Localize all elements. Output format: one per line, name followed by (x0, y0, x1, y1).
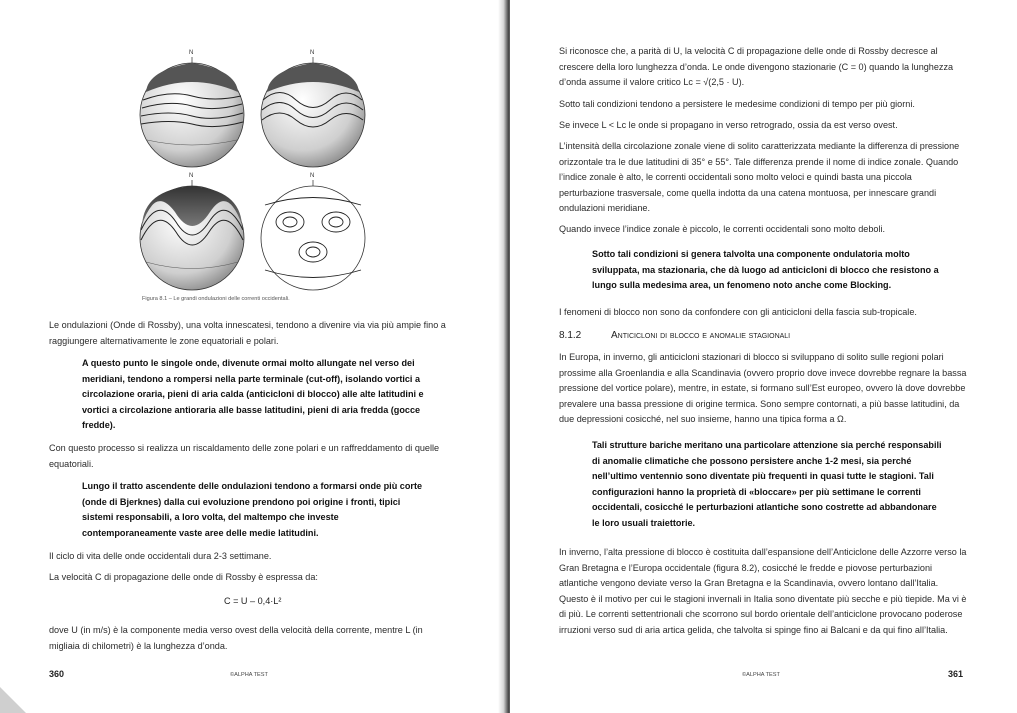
globe-4 (261, 173, 365, 290)
formula: C = U – 0,4·L² (224, 596, 282, 606)
paragraph: Sotto tali condizioni tendono a persistere le medesime condizioni di tempo per più giorni. (559, 99, 915, 109)
globe-2 (261, 50, 365, 167)
figure-caption: Figura 8.1 – Le grandi ondulazioni delle correnti occidentali. (142, 296, 290, 302)
paragraph: In Europa, in inverno, gli anticicloni stazionari di blocco si sviluppano di solito sulle regioni polari prossime alla Groenlandia e alla Scandinavia (ovvero proprio dove invece dovrebbe regnare la bassa pressione del vortice polare), mentre, in estate, si formano sull’Est europeo, ovvero là dove dovrebbe prevalere una bassa pressione di origine termica. Sono sempre contornati, a più basse latitudini, da due depressioni cosicché, nel suo insieme, hanno una tipica forma a Ω. (559, 352, 967, 425)
paragraph: Il ciclo di vita delle onde occidentali dura 2-3 settimane. (49, 551, 272, 561)
page-number: 360 (49, 669, 65, 679)
highlighted-paragraph: A questo punto le singole onde, divenute ormai molto allungate nel verso dei meridiani, tendono a rompersi nella parte terminale (cut-off), isolando vortici a circolazione oraria, pieni di aria calda (anticicloni di blocco) alle alte latitudini e vortici a circolazione antioraria alle basse latitudini, pieni di aria fredda (gocce fredde). (82, 358, 424, 431)
footer-publisher: ©ALPHA TEST (230, 672, 268, 678)
paragraph: Quando invece l’indice zonale è piccolo, le correnti occidentali sono molto deboli. (559, 224, 886, 234)
paragraph: Se invece L < Lc le onde si propagano in verso retrogrado, ossia da est verso ovest. (559, 120, 898, 130)
section-number: 8.1.2 (559, 330, 582, 341)
right-page (510, 0, 1017, 713)
globe-1 (140, 50, 244, 167)
highlighted-paragraph: Tali strutture bariche meritano una particolare attenzione sia perché responsabili di anomalie climatiche che possono persistere anche 1-2 mesi, sia perché nell’ultimo ventennio sono diventate più frequenti in quasi tutte le stagioni. Tali configurazioni hanno la proprietà di «bloccare» per più settimane le correnti occidentali, cosicché le perturbazioni atlantiche sono costrette ad abbandonare le loro usuali traiettorie. (592, 440, 942, 528)
highlighted-paragraph: Sotto tali condizioni si genera talvolta una componente ondulatoria molto sviluppata, ma stazionaria, che dà luogo ad anticicloni di blocco che resistono a lungo sulla medesima area, un fenomeno noto anche come Blocking. (592, 249, 939, 291)
figure-rossby-waves (0, 0, 505, 300)
paragraph: Con questo processo si realizza un riscaldamento delle zone polari e un raffreddamento di quelle equatoriali. (49, 443, 440, 469)
paragraph: L’intensità della circolazione zonale viene di solito caratterizzata mediante la differenza di pressione orizzontale tra le due latitudini di 35° e 55°. Tale differenza prende il nome di indice zonale. Quando l’indice zonale è alto, le correnti occidentali sono molto veloci e quindi basta una piccola perturbazione trasversale, come quella indotta da una catena montuosa, per innescare grandi ondulazioni meridiane. (559, 141, 960, 214)
section-heading (559, 330, 790, 341)
page-number: 361 (948, 669, 964, 679)
north-label: N (189, 50, 194, 56)
paragraph: Le ondulazioni (Onde di Rossby), una volta innescatesi, tendono a divenire via via più ampie fino a raggiungere alternativamente le zone equatoriali e polari. (49, 320, 446, 346)
paragraph: Si riconosce che, a parità di U, la velocità C di propagazione delle onde di Rossby decresce al crescere della loro lunghezza d’onda. Le onde divengono stazionarie (C = 0) quando la lunghezza d’onda assume il valore critico Lc = √(2,5 · U). (559, 46, 954, 88)
highlighted-paragraph: Lungo il tratto ascendente delle ondulazioni tendono a formarsi onde più corte (onde di Bjerknes) dalla cui evoluzione prendono poi origine i fronti, tipici sistemi responsabili, a loro volta, del maltempo che investe contemporaneamente vaste aree delle medie latitudini. (82, 481, 423, 538)
footer-publisher: ©ALPHA TEST (742, 672, 780, 678)
paragraph: dove U (in m/s) è la componente media verso ovest della velocità della corrente, mentre L (in migliaia di chilometri) è la lunghezza d’onda. (49, 625, 423, 651)
section-title: Anticicloni di blocco e anomalie stagionali (611, 330, 791, 341)
paragraph: In inverno, l’alta pressione di blocco è costituita dall’espansione dell’Anticiclone delle Azzorre verso la Gran Bretagna e l’Europa occidentale (figura 8.2), cosicché le fredde e piovose perturbazioni atlantiche vengono deviate verso la Gran Bretagna e la Scandinavia, ovvero lontano dall’Italia. Questo è il motivo per cui le stagioni invernali in Italia sono diventate più secche e più tiepide. Ma vi è di più. Le correnti settentrionali che scorrono sul bordo orientale dell’anticiclone provocano poderose irruzioni verso sud di aria artica gelida, che talvolta si spinge fino ai Balcani e da qui fino all’Italia. (559, 547, 967, 635)
left-page (0, 0, 505, 713)
page-curl (0, 687, 26, 713)
paragraph: I fenomeni di blocco non sono da confondere con gli anticicloni della fascia sub-tropicale. (559, 307, 917, 317)
globe-3 (140, 173, 244, 290)
north-label: N (310, 50, 315, 56)
paragraph: La velocità C di propagazione delle onde di Rossby è espressa da: (49, 572, 318, 582)
north-label: N (189, 173, 194, 179)
north-label: N (310, 173, 315, 179)
